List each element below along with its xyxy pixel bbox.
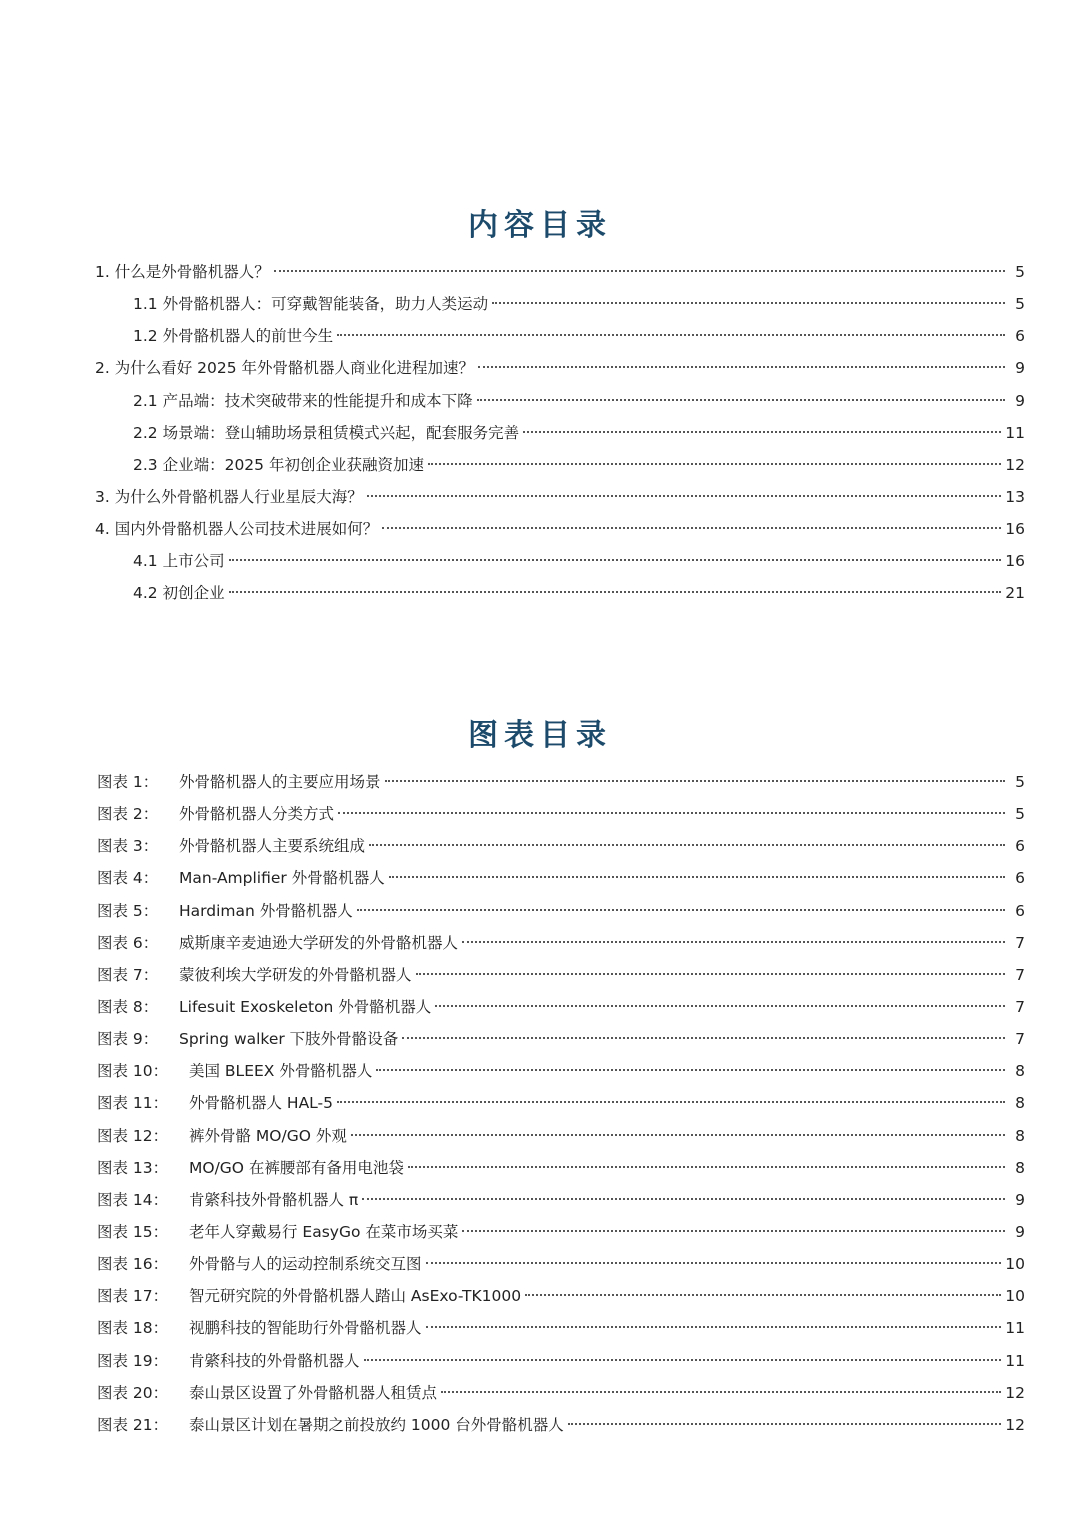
figure-entry[interactable] bbox=[97, 1023, 1025, 1055]
figure-entry-title: 威斯康辛麦迪逊大学研发的外骨骼机器人 bbox=[179, 933, 459, 952]
figure-entry-label: 图表 14： bbox=[97, 1190, 169, 1209]
toc-entry-page: 5 bbox=[1015, 295, 1025, 314]
figure-entry[interactable] bbox=[97, 1312, 1025, 1344]
figure-entry[interactable] bbox=[97, 766, 1025, 798]
figure-entry-page: 7 bbox=[1015, 997, 1025, 1016]
figure-entry-page: 6 bbox=[1015, 837, 1025, 856]
figure-entry-title: 肯綮科技外骨骼机器人 π bbox=[189, 1190, 359, 1209]
dot-leader bbox=[525, 1294, 1001, 1296]
figure-entry-page: 5 bbox=[1015, 773, 1025, 791]
figure-entry-page: 12 bbox=[1005, 1383, 1025, 1402]
toc-entry-title: 2.1 产品端：技术突破带来的性能提升和成本下降 bbox=[133, 391, 473, 410]
dot-leader bbox=[568, 1423, 1001, 1425]
figure-entry-label: 图表 11： bbox=[97, 1094, 169, 1113]
table-of-contents bbox=[95, 256, 1025, 610]
figure-entry-label: 图表 2： bbox=[97, 805, 159, 824]
toc-entry-page: 12 bbox=[1005, 455, 1025, 474]
figure-entry-page: 8 bbox=[1015, 1094, 1025, 1113]
figure-entry-title: 外骨骼机器人的主要应用场景 bbox=[179, 773, 381, 791]
figure-entry-title: 老年人穿戴易行 EasyGo 在菜市场买菜 bbox=[189, 1222, 459, 1241]
dot-leader bbox=[478, 366, 1005, 368]
toc-entry-page: 16 bbox=[1005, 552, 1025, 571]
figure-entry-label: 图表 18： bbox=[97, 1319, 169, 1338]
toc-entry-title: 2.3 企业端：2025 年初创企业获融资加速 bbox=[133, 455, 424, 474]
dot-leader bbox=[402, 1037, 1005, 1039]
dot-leader bbox=[408, 1166, 1005, 1168]
figure-entry-page: 6 bbox=[1015, 901, 1025, 920]
figure-entry-title: 裤外骨骼 MO/GO 外观 bbox=[189, 1126, 347, 1145]
toc-entry-page: 5 bbox=[1015, 263, 1025, 281]
dot-leader bbox=[389, 876, 1005, 878]
toc-entry-page: 9 bbox=[1015, 391, 1025, 410]
figure-entry[interactable] bbox=[97, 1248, 1025, 1280]
figure-entry[interactable] bbox=[97, 1055, 1025, 1087]
figure-entry-label: 图表 7： bbox=[97, 965, 159, 984]
figure-entry[interactable] bbox=[97, 798, 1025, 830]
dot-leader bbox=[462, 941, 1005, 943]
figure-entry-page: 9 bbox=[1015, 1222, 1025, 1241]
figure-entry[interactable] bbox=[97, 959, 1025, 991]
figure-entry-page: 7 bbox=[1015, 933, 1025, 952]
figure-entry-title: Spring walker 下肢外骨骼设备 bbox=[179, 1030, 399, 1049]
toc-entry[interactable] bbox=[95, 385, 1025, 417]
figure-entry[interactable] bbox=[97, 1152, 1025, 1184]
figure-entry-label: 图表 3： bbox=[97, 837, 159, 856]
figure-entry[interactable] bbox=[97, 895, 1025, 927]
toc-entry-title: 1. 什么是外骨骼机器人？ bbox=[95, 263, 270, 281]
dot-leader bbox=[369, 844, 1005, 846]
figure-entry-page: 8 bbox=[1015, 1126, 1025, 1145]
figure-entry-title: Lifesuit Exoskeleton 外骨骼机器人 bbox=[179, 997, 432, 1016]
figure-list bbox=[97, 766, 1025, 1441]
toc-entry-title: 2.2 场景端：登山辅助场景租赁模式兴起，配套服务完善 bbox=[133, 423, 520, 442]
toc-entry-page: 11 bbox=[1005, 423, 1025, 442]
figure-entry-label: 图表 9： bbox=[97, 1030, 159, 1049]
figure-entry-label: 图表 1： bbox=[97, 773, 159, 791]
figure-entry-title: 美国 BLEEX 外骨骼机器人 bbox=[189, 1062, 373, 1081]
toc-entry-page: 13 bbox=[1005, 487, 1025, 506]
figure-entry-label: 图表 5： bbox=[97, 901, 159, 920]
dot-leader bbox=[337, 334, 1005, 336]
dot-leader bbox=[428, 463, 1001, 465]
figure-entry[interactable] bbox=[97, 1409, 1025, 1441]
toc-entry-page: 16 bbox=[1005, 520, 1025, 539]
toc-entry[interactable] bbox=[95, 449, 1025, 481]
figure-entry[interactable] bbox=[97, 1377, 1025, 1409]
figure-entry-page: 5 bbox=[1015, 805, 1025, 824]
dot-leader bbox=[367, 495, 1002, 497]
figure-entry[interactable] bbox=[97, 1087, 1025, 1119]
figure-entry[interactable] bbox=[97, 1120, 1025, 1152]
figure-entry-label: 图表 12： bbox=[97, 1126, 169, 1145]
figure-entry-label: 图表 17： bbox=[97, 1287, 169, 1306]
dot-leader bbox=[385, 780, 1005, 782]
dot-leader bbox=[364, 1359, 1002, 1361]
toc-entry-page: 21 bbox=[1005, 584, 1025, 603]
figure-entry-label: 图表 21： bbox=[97, 1415, 169, 1434]
figure-entry-page: 6 bbox=[1015, 869, 1025, 888]
figure-entry-title: 外骨骼与人的运动控制系统交互图 bbox=[189, 1255, 422, 1274]
figure-entry-title: 视鹏科技的智能助行外骨骼机器人 bbox=[189, 1319, 422, 1338]
toc-entry-title: 4.1 上市公司 bbox=[133, 552, 225, 571]
figure-entry[interactable] bbox=[97, 1280, 1025, 1312]
toc-entry-page: 9 bbox=[1015, 359, 1025, 378]
dot-leader bbox=[426, 1326, 1002, 1328]
figure-list-title: 图表目录 bbox=[468, 718, 612, 753]
figure-entry[interactable] bbox=[97, 991, 1025, 1023]
figure-entry-title: 肯綮科技的外骨骼机器人 bbox=[189, 1351, 360, 1370]
dot-leader bbox=[416, 973, 1005, 975]
dot-leader bbox=[376, 1069, 1005, 1071]
toc-entry-title: 3. 为什么外骨骼机器人行业星辰大海？ bbox=[95, 487, 363, 506]
figure-entry[interactable] bbox=[97, 830, 1025, 862]
toc-entry-title: 2. 为什么看好 2025 年外骨骼机器人商业化进程加速？ bbox=[95, 359, 475, 378]
figure-entry-title: 泰山景区计划在暑期之前投放约 1000 台外骨骼机器人 bbox=[189, 1415, 564, 1434]
toc-entry-title: 4. 国内外骨骼机器人公司技术进展如何？ bbox=[95, 520, 379, 539]
figure-entry-title: 外骨骼机器人分类方式 bbox=[179, 805, 335, 824]
toc-entry-title: 1.1 外骨骼机器人：可穿戴智能装备，助力人类运动 bbox=[133, 295, 489, 314]
dot-leader bbox=[426, 1262, 1002, 1264]
figure-entry-label: 图表 19： bbox=[97, 1351, 169, 1370]
dot-leader bbox=[492, 302, 1005, 304]
dot-leader bbox=[441, 1391, 1001, 1393]
toc-entry[interactable] bbox=[95, 513, 1025, 545]
dot-leader bbox=[229, 559, 1002, 561]
figure-entry-title: Hardiman 外骨骼机器人 bbox=[179, 901, 353, 920]
dot-leader bbox=[351, 1134, 1005, 1136]
figure-entry-page: 10 bbox=[1005, 1255, 1025, 1274]
dot-leader bbox=[229, 591, 1002, 593]
figure-entry-label: 图表 15： bbox=[97, 1222, 169, 1241]
dot-leader bbox=[274, 270, 1005, 272]
figure-entry-page: 10 bbox=[1005, 1287, 1025, 1306]
dot-leader bbox=[523, 431, 1001, 433]
dot-leader bbox=[462, 1230, 1005, 1232]
toc-entry[interactable] bbox=[95, 352, 1025, 384]
figure-entry-label: 图表 13： bbox=[97, 1158, 169, 1177]
dot-leader bbox=[338, 812, 1005, 814]
toc-entry[interactable] bbox=[95, 481, 1025, 513]
toc-entry[interactable] bbox=[95, 320, 1025, 352]
figure-entry-label: 图表 16： bbox=[97, 1255, 169, 1274]
figure-entry-page: 7 bbox=[1015, 1030, 1025, 1049]
dot-leader bbox=[362, 1198, 1005, 1200]
figure-entry[interactable] bbox=[97, 862, 1025, 894]
figure-entry-label: 图表 20： bbox=[97, 1383, 169, 1402]
figure-entry-page: 8 bbox=[1015, 1158, 1025, 1177]
dot-leader bbox=[357, 909, 1005, 911]
figure-entry-page: 9 bbox=[1015, 1190, 1025, 1209]
dot-leader bbox=[477, 399, 1005, 401]
figure-entry-title: 蒙彼利埃大学研发的外骨骼机器人 bbox=[179, 965, 412, 984]
toc-entry[interactable] bbox=[95, 545, 1025, 577]
figure-entry-label: 图表 8： bbox=[97, 997, 159, 1016]
dot-leader bbox=[435, 1005, 1005, 1007]
toc-entry[interactable] bbox=[95, 577, 1025, 609]
figure-entry-page: 11 bbox=[1005, 1319, 1025, 1338]
figure-entry-title: 泰山景区设置了外骨骼机器人租赁点 bbox=[189, 1383, 438, 1402]
toc-entry-page: 6 bbox=[1015, 327, 1025, 346]
figure-entry-label: 图表 6： bbox=[97, 933, 159, 952]
figure-entry-page: 12 bbox=[1005, 1415, 1025, 1434]
figure-entry-label: 图表 10： bbox=[97, 1062, 169, 1081]
dot-leader bbox=[337, 1101, 1005, 1103]
toc-title: 内容目录 bbox=[468, 208, 612, 243]
figure-entry-page: 8 bbox=[1015, 1062, 1025, 1081]
dot-leader bbox=[382, 527, 1001, 529]
toc-entry[interactable] bbox=[95, 288, 1025, 320]
figure-entry[interactable] bbox=[97, 1345, 1025, 1377]
toc-entry-title: 4.2 初创企业 bbox=[133, 584, 225, 603]
figure-entry-title: 智元研究院的外骨骼机器人踏山 AsExo-TK1000 bbox=[189, 1287, 522, 1306]
figure-entry-label: 图表 4： bbox=[97, 869, 159, 888]
figure-entry[interactable] bbox=[97, 1216, 1025, 1248]
figure-entry-title: 外骨骼机器人 HAL-5 bbox=[189, 1094, 334, 1113]
toc-entry-title: 1.2 外骨骼机器人的前世今生 bbox=[133, 327, 334, 346]
figure-entry-page: 11 bbox=[1005, 1351, 1025, 1370]
figure-entry-title: MO/GO 在裤腰部有备用电池袋 bbox=[189, 1158, 404, 1177]
figure-entry[interactable] bbox=[97, 1184, 1025, 1216]
figure-entry-title: 外骨骼机器人主要系统组成 bbox=[179, 837, 366, 856]
figure-entry[interactable] bbox=[97, 927, 1025, 959]
toc-entry[interactable] bbox=[95, 256, 1025, 288]
figure-entry-title: Man-Amplifier 外骨骼机器人 bbox=[179, 869, 385, 888]
figure-entry-page: 7 bbox=[1015, 965, 1025, 984]
toc-entry[interactable] bbox=[95, 417, 1025, 449]
